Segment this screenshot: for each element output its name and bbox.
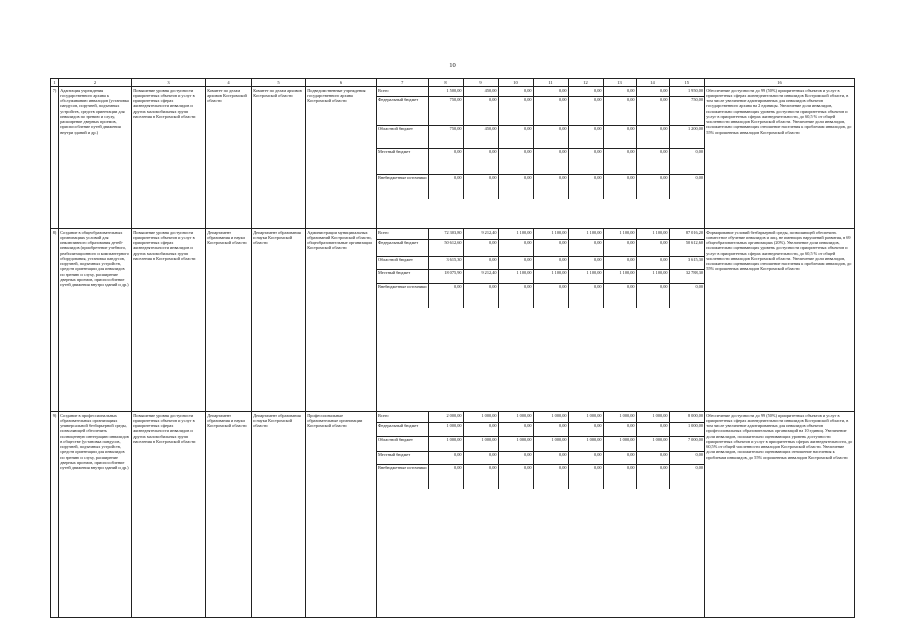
program-row [51, 412, 855, 618]
funding-amount: 1 100,00 [568, 229, 603, 239]
funding-amount: 0,00 [669, 148, 704, 174]
responsible-executor-cell: Комитет по делам архивов Костромской области [206, 87, 252, 229]
col-number-4: 4 [206, 79, 252, 87]
participants-cell: Профессиональные образовательные организации Костромской области [306, 412, 377, 618]
col-number-15: 15 [669, 79, 704, 86]
col-number-11: 11 [533, 79, 568, 86]
funding-amount: 0,00 [463, 422, 498, 436]
funding-amount: 0,00 [636, 125, 669, 148]
funding-amount: 50 612,60 [428, 239, 463, 256]
funding-amount: 0,00 [603, 96, 636, 125]
funding-amount: 0,00 [428, 451, 463, 464]
expected-result-cell: Обеспечение доступности до 99 (50%) приоритетных объектов и услуг в приоритетных сферах жизнедеятельности инвалидов Костромской области, в том числе увеличение адаптированных для инвалидов объектов профессиональных образовательных организаций на 10 единиц. Увеличение доли инвалидов, положительно оценивающих уровень доступности приоритетных объектов и услуг в приоритетных сферах жизнедеятельности, до 60,5% от общей численности инвалидов Костромской области. Увеличение доли инвалидов, положительно оценивающих отношение населения к проблемам инвалидов, до 55% опрошенных инвалидов Костромской области [705, 412, 855, 618]
funding-amount: 0,00 [568, 451, 603, 464]
funding-amount: 0,00 [533, 174, 568, 199]
funding-amount: 0,00 [498, 174, 533, 199]
funding-amount: 1 500,00 [428, 87, 463, 96]
funding-amount: 0,00 [498, 464, 533, 489]
funding-amount: 0,00 [533, 125, 568, 148]
funding-source-row [377, 125, 704, 148]
funding-amount: 0,00 [603, 451, 636, 464]
funding-amount: 0,00 [603, 239, 636, 256]
funding-amount: 1 000,00 [428, 422, 463, 436]
funding-amount: 1 000,00 [533, 412, 568, 422]
funding-amount: 0,00 [603, 283, 636, 308]
funding-source-row [377, 422, 704, 436]
col-number-10: 10 [498, 79, 533, 86]
funding-amount: 0,00 [428, 283, 463, 308]
funding-source-row [377, 269, 704, 283]
funding-amount: 50 612,60 [669, 239, 704, 256]
funding-amount: 0,00 [568, 87, 603, 96]
funding-amount: 1 100,00 [568, 269, 603, 283]
row-number: 8) [51, 229, 59, 412]
funding-amount: 87 016,20 [669, 229, 704, 239]
funding-amount: 0,00 [636, 256, 669, 269]
funding-amount: 0,00 [568, 174, 603, 199]
measure-name-cell: Создание в профессиональных образовательных организациях универсальной безбарьерной среды, позволяющей обеспечить полноценную интеграцию инвалидов в обществе (установка пандусов, поручней, подъемных устройств, средств ориентации для инвалидов по зрению и слуху, расширение дверных проемов, приспособление путей движения внутри зданий и др.) [59, 412, 132, 618]
funding-amount: 3 615,30 [669, 256, 704, 269]
expected-result-cell: Обеспечение доступности до 99 (50%) приоритетных объектов и услуг в приоритетных сферах жизнедеятельности инвалидов Костромской области, в том числе увеличение адаптированных для инвалидов объектов государственного архива на 2 единицы. Увеличение доли инвалидов, положительно оценивающих уровень доступности приоритетных объектов и услуг в приоритетных сферах жизнедеятельности, до 60,5 % от общей численности инвалидов Костромской области. Увеличение доли инвалидов, положительно оценивающих отношение населения к проблемам инвалидов, до 55% опрошенных инвалидов Костромской области [705, 87, 855, 229]
funding-amount: 0,00 [636, 283, 669, 308]
row-number: 7) [51, 87, 59, 229]
funding-amount: 0,00 [603, 464, 636, 489]
col-number-6: 6 [306, 79, 377, 87]
funding-amount: 0,00 [568, 239, 603, 256]
funding-amount: 0,00 [669, 464, 704, 489]
funding-source-label: Федеральный бюджет [377, 239, 428, 256]
funding-amount: 0,00 [669, 174, 704, 199]
funding-amount: 3 615,30 [428, 256, 463, 269]
funding-amount: 1 000,00 [568, 436, 603, 451]
funding-source-row [377, 229, 704, 239]
funding-amount: 9 212,40 [463, 269, 498, 283]
page-number: 10 [449, 62, 456, 69]
funding-amount: 1 000,00 [498, 412, 533, 422]
funding-amount: 0,00 [568, 148, 603, 174]
funding-amount: 1 000,00 [498, 436, 533, 451]
funding-amount: 0,00 [568, 464, 603, 489]
program-table [50, 78, 855, 618]
funding-source-row [377, 256, 704, 269]
funding-amount: 0,00 [533, 464, 568, 489]
funding-amount: 0,00 [533, 256, 568, 269]
funding-source-row [377, 174, 704, 199]
col-numbers-7-15 [377, 79, 705, 87]
funding-source-label: Всего [377, 412, 428, 422]
funding-source-row [377, 283, 704, 308]
funding-amount: 7 000,00 [669, 436, 704, 451]
funding-source-label: Внебюджетные источники [378, 465, 427, 471]
funding-source-label: Местный бюджет [377, 269, 428, 283]
funding-amount: 0,00 [568, 256, 603, 269]
col-number-9: 9 [463, 79, 498, 86]
funding-amount: 0,00 [533, 148, 568, 174]
funding-amount: 1 950,00 [669, 87, 704, 96]
row-number: 9) [51, 412, 59, 618]
funding-source-label: Областной бюджет [377, 125, 428, 148]
responsible-executor-cell: Департамент образования и науки Костромской области [206, 229, 252, 412]
funding-amount: 0,00 [463, 256, 498, 269]
funding-amount: 750,00 [669, 96, 704, 125]
funding-source-label: Всего [377, 87, 428, 96]
funding-cell [377, 229, 705, 412]
funding-source-label: Всего [377, 229, 428, 239]
funding-amount: 72 303,80 [428, 229, 463, 239]
funding-source-label: Внебюджетные источники [378, 175, 427, 181]
funding-amount: 1 100,00 [498, 269, 533, 283]
funding-cell [377, 87, 705, 229]
expected-result-cell: Формирование условий безбарьерной среды, позволяющей обеспечить совместное обучение инвалидов и лиц, не имеющих нарушений развития, в 69 общеобразовательных организациях (20%). Увеличение доли инвалидов, положительно оценивающих уровень доступности приоритетных объектов и услуг в приоритетных сферах жизнедеятельности, до 60,5 % от общей численности инвалидов Костромской области. Увеличение доли инвалидов, положительно оценивающих отношение населения к проблемам инвалидов, до 55% опрошенных инвалидов Костромской области [705, 229, 855, 412]
funding-amount: 450,00 [463, 125, 498, 148]
funding-source-row [377, 436, 704, 451]
funding-amount: 0,00 [636, 422, 669, 436]
col-number-7: 7 [401, 79, 404, 85]
funding-amount: 750,00 [428, 125, 463, 148]
funding-amount: 0,00 [498, 256, 533, 269]
funding-amount: 1 200,00 [669, 125, 704, 148]
funding-amount: 0,00 [603, 87, 636, 96]
funding-amount: 0,00 [636, 96, 669, 125]
funding-amount: 1 100,00 [636, 269, 669, 283]
funding-amount: 0,00 [603, 125, 636, 148]
funding-amount: 0,00 [533, 96, 568, 125]
funding-amount: 0,00 [498, 451, 533, 464]
funding-amount: 9 212,40 [463, 229, 498, 239]
funding-amount: 0,00 [533, 283, 568, 308]
funding-amount: 1 000,00 [463, 412, 498, 422]
funding-amount: 0,00 [669, 451, 704, 464]
funding-source-label: Федеральный бюджет [377, 422, 428, 436]
funding-amount: 0,00 [498, 283, 533, 308]
funding-amount: 1 000,00 [669, 422, 704, 436]
funding-amount: 0,00 [463, 283, 498, 308]
funding-amount: 1 000,00 [636, 412, 669, 422]
col-number-5: 5 [252, 79, 306, 87]
funding-amount: 0,00 [498, 96, 533, 125]
funding-source-label: Федеральный бюджет [377, 96, 428, 125]
funding-source-row [377, 148, 704, 174]
funding-amount: 0,00 [603, 422, 636, 436]
funding-amount: 32 788,30 [669, 269, 704, 283]
col-number-14: 14 [636, 79, 669, 86]
funding-source-row [377, 87, 704, 96]
column-number-row [51, 79, 855, 87]
funding-source-row [377, 451, 704, 464]
measure-name-cell: Адаптация учреждения государственного архива к обслуживанию инвалидов (установка пандусов, поручней, подъемных устройств, средств ориентации для инвалидов по зрению и слуху, расширение дверных проемов, приспособление путей движения внутри зданий и др.) [59, 87, 132, 229]
funding-amount: 0,00 [603, 256, 636, 269]
funding-amount: 0,00 [636, 174, 669, 199]
funding-amount: 2 000,00 [428, 412, 463, 422]
funding-amount: 18 075,90 [428, 269, 463, 283]
funding-source-label: Областной бюджет [377, 256, 428, 269]
program-row [51, 87, 855, 229]
funding-amount: 0,00 [636, 239, 669, 256]
funding-amount: 1 000,00 [603, 412, 636, 422]
funding-amount: 0,00 [463, 451, 498, 464]
program-row [51, 229, 855, 412]
funding-amount: 0,00 [636, 148, 669, 174]
funding-amount: 0,00 [463, 148, 498, 174]
col-number-12: 12 [568, 79, 603, 86]
col-number-3: 3 [132, 79, 206, 87]
funding-source-row [377, 464, 704, 489]
coexecutor-cell: Комитет по делам архивов Костромской области [252, 87, 306, 229]
funding-source-row [377, 96, 704, 125]
funding-amount: 1 100,00 [533, 269, 568, 283]
funding-amount: 0,00 [533, 422, 568, 436]
funding-amount: 1 100,00 [498, 229, 533, 239]
funding-source-label: Местный бюджет [377, 148, 428, 174]
funding-amount: 0,00 [568, 283, 603, 308]
funding-amount: 0,00 [568, 125, 603, 148]
funding-amount: 0,00 [669, 283, 704, 308]
funding-amount: 0,00 [463, 174, 498, 199]
funding-amount: 0,00 [498, 239, 533, 256]
funding-amount: 1 100,00 [603, 229, 636, 239]
funding-amount: 750,00 [428, 96, 463, 125]
goal-cell: Повышение уровня доступности приоритетных объектов и услуг в приоритетных сферах жизнедеятельности инвалидов и других маломобильных групп населения в Костромской области [132, 229, 206, 412]
funding-amount: 0,00 [463, 96, 498, 125]
funding-amount: 0,00 [498, 148, 533, 174]
funding-amount: 0,00 [533, 451, 568, 464]
funding-amount: 0,00 [603, 174, 636, 199]
funding-amount: 1 000,00 [533, 436, 568, 451]
funding-amount: 1 000,00 [463, 436, 498, 451]
measure-name-cell: Создание в общеобразовательных организациях условий для инклюзивного образования детей-инвалидов (приобретение учебного, реабилитационного и компьютерного оборудования, установка пандусов, поручней, подъемных устройств, средств ориентации для инвалидов по зрению и слуху, расширение дверных проемов, приспособление путей движения внутри зданий и др.) [59, 229, 132, 412]
funding-amount: 0,00 [498, 125, 533, 148]
funding-source-label: Областной бюджет [377, 436, 428, 451]
funding-amount: 0,00 [533, 239, 568, 256]
funding-amount: 8 000,00 [669, 412, 704, 422]
col-number-1: 1 [51, 79, 59, 87]
coexecutor-cell: Департамент образования и науки Костромской области [252, 412, 306, 618]
funding-amount: 0,00 [463, 239, 498, 256]
col-number-8: 8 [428, 79, 463, 86]
funding-source-row [377, 239, 704, 256]
funding-source-label: Местный бюджет [377, 451, 428, 464]
coexecutor-cell: Департамент образования и науки Костромской области [252, 229, 306, 412]
funding-amount: 0,00 [428, 174, 463, 199]
funding-amount: 0,00 [636, 451, 669, 464]
responsible-executor-cell: Департамент образования и науки Костромской области [206, 412, 252, 618]
funding-amount: 1 000,00 [636, 436, 669, 451]
funding-amount: 1 100,00 [533, 229, 568, 239]
funding-amount: 1 100,00 [636, 229, 669, 239]
funding-amount: 0,00 [498, 422, 533, 436]
funding-amount: 0,00 [568, 422, 603, 436]
funding-cell [377, 412, 705, 618]
funding-amount: 1 000,00 [603, 436, 636, 451]
col-number-2: 2 [59, 79, 132, 87]
funding-amount: 0,00 [428, 464, 463, 489]
funding-amount: 0,00 [568, 96, 603, 125]
goal-cell: Повышение уровня доступности приоритетных объектов и услуг в приоритетных сферах жизнедеятельности инвалидов и других маломобильных групп населения в Костромской области [132, 412, 206, 618]
funding-source-label: Внебюджетные источники [378, 284, 427, 290]
funding-source-row [377, 412, 704, 422]
funding-amount: 0,00 [636, 87, 669, 96]
funding-amount: 0,00 [498, 87, 533, 96]
participants-cell: Администрации муниципальных образований Костромской области, общеобразовательные организации Костромской области [306, 229, 377, 412]
funding-amount: 0,00 [428, 148, 463, 174]
funding-amount: 0,00 [533, 87, 568, 96]
col-number-13: 13 [603, 79, 636, 86]
funding-amount: 1 100,00 [603, 269, 636, 283]
funding-amount: 1 000,00 [428, 436, 463, 451]
funding-amount: 0,00 [463, 464, 498, 489]
funding-amount: 0,00 [603, 148, 636, 174]
funding-amount: 0,00 [636, 464, 669, 489]
goal-cell: Повышение уровня доступности приоритетных объектов и услуг в приоритетных сферах жизнедеятельности инвалидов и других маломобильных групп населения в Костромской области [132, 87, 206, 229]
participants-cell: Подведомственные учреждения государственного архива Костромской области [306, 87, 377, 229]
col-number-16: 16 [705, 79, 855, 87]
funding-amount: 1 000,00 [568, 412, 603, 422]
funding-amount: 450,00 [463, 87, 498, 96]
